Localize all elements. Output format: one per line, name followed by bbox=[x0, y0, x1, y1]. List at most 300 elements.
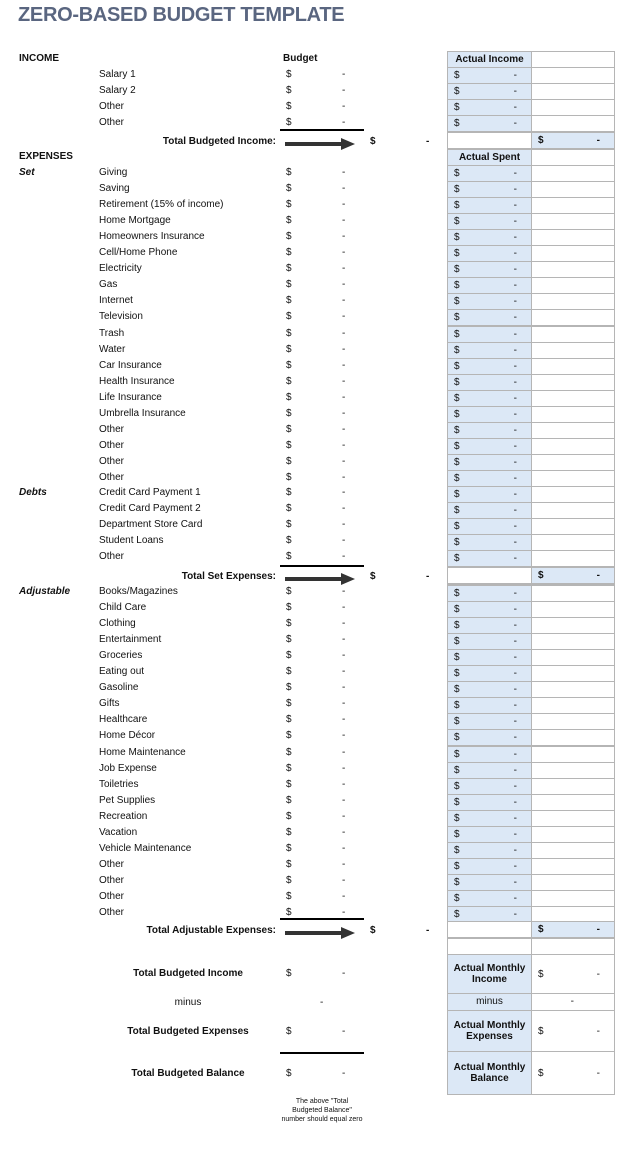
actual-monthly-income-value: - bbox=[596, 969, 600, 980]
income-row-currency: $ bbox=[286, 117, 292, 129]
set-row-label: Car Insurance bbox=[99, 359, 162, 371]
actual-spent-row-actual-currency: $ bbox=[454, 537, 460, 549]
actual-spent-row-notes-cell[interactable] bbox=[531, 165, 615, 182]
debt-row-currency: $ bbox=[286, 535, 292, 547]
actual-adjustable-row-actual-currency: $ bbox=[454, 732, 460, 744]
actual-income-total-currency: $ bbox=[538, 135, 544, 146]
budget-column-header: Budget bbox=[283, 53, 318, 64]
actual-adjustable-row-notes-cell[interactable] bbox=[531, 681, 615, 698]
actual-spent-row-actual-currency: $ bbox=[454, 328, 460, 340]
actual-adjustable-row-actual-cell[interactable] bbox=[447, 681, 532, 698]
adjustable-row-value[interactable]: - bbox=[342, 907, 346, 918]
set-row-value[interactable]: - bbox=[342, 183, 346, 195]
adjustable-row-label: Groceries bbox=[99, 650, 143, 662]
income-row-value[interactable]: - bbox=[342, 117, 346, 129]
actual-spent-row-actual-cell[interactable] bbox=[447, 293, 532, 310]
actual-spent-row-actual-currency: $ bbox=[454, 200, 460, 212]
actual-adjustable-row-actual-cell[interactable] bbox=[447, 585, 532, 602]
actual-spent-row-actual-cell[interactable] bbox=[447, 342, 532, 359]
actual-adjustable-row-actual-value: - bbox=[513, 620, 517, 632]
actual-spent-row-actual-currency: $ bbox=[454, 376, 460, 388]
debt-row-value[interactable]: - bbox=[342, 503, 346, 515]
debts-group-label: Debts bbox=[19, 487, 47, 498]
actual-adjustable-total-value: - bbox=[596, 924, 600, 935]
income-row-value[interactable]: - bbox=[342, 69, 346, 80]
actual-spent-row-actual-currency: $ bbox=[454, 248, 460, 260]
actual-minus-value-cell bbox=[531, 993, 615, 1011]
actual-adjustable-row-notes-cell[interactable] bbox=[531, 649, 615, 666]
set-row-value[interactable]: - bbox=[342, 407, 346, 419]
income-row-label: Salary 2 bbox=[99, 85, 136, 97]
actual-adjustable-row-actual-cell[interactable] bbox=[447, 746, 532, 763]
adjustable-row-value[interactable]: - bbox=[342, 810, 346, 822]
actual-spent-row-actual-currency: $ bbox=[454, 489, 460, 500]
adjustable-row-label: Home Maintenance bbox=[99, 746, 186, 758]
actual-income-row-actual-currency: $ bbox=[454, 118, 460, 130]
adjustable-row-value[interactable]: - bbox=[342, 682, 346, 694]
adjustable-row-value[interactable]: - bbox=[342, 698, 346, 710]
actual-adjustable-row-actual-cell[interactable] bbox=[447, 617, 532, 634]
set-total-currency: $ bbox=[370, 571, 376, 582]
set-row-label: Internet bbox=[99, 295, 133, 307]
actual-adjustable-row-actual-currency: $ bbox=[454, 716, 460, 728]
actual-adjustable-row-actual-cell[interactable] bbox=[447, 858, 532, 875]
total-budgeted-income-label: Total Budgeted Income: bbox=[162, 136, 276, 147]
actual-spent-row-actual-value: - bbox=[513, 216, 517, 228]
actual-spent-row-actual-value: - bbox=[513, 376, 517, 388]
actual-adjustable-row-actual-currency: $ bbox=[454, 844, 460, 856]
set-row-value[interactable]: - bbox=[342, 247, 346, 259]
income-total-arrow-icon bbox=[285, 138, 355, 150]
actual-adjustable-row-actual-value: - bbox=[513, 844, 517, 856]
summary-balance-currency: $ bbox=[286, 1068, 292, 1079]
set-row-label: Other bbox=[99, 471, 125, 483]
actual-spent-row-notes-cell[interactable] bbox=[531, 470, 615, 487]
actual-adjustable-row-notes-cell[interactable] bbox=[531, 601, 615, 618]
set-row-value[interactable]: - bbox=[342, 199, 346, 211]
actual-spent-row-notes-cell[interactable] bbox=[531, 502, 615, 519]
actual-spent-row-actual-value: - bbox=[513, 489, 517, 500]
adjustable-row-currency: $ bbox=[286, 666, 292, 678]
adjustable-row-label: Vehicle Maintenance bbox=[99, 842, 192, 854]
actual-spent-row-notes-cell[interactable] bbox=[531, 229, 615, 246]
adjustable-row-label: Other bbox=[99, 907, 125, 918]
actual-spent-row-actual-cell[interactable] bbox=[447, 358, 532, 375]
set-row-value[interactable]: - bbox=[342, 295, 346, 307]
actual-set-total-currency: $ bbox=[538, 570, 544, 581]
actual-spent-row-notes-cell[interactable] bbox=[531, 245, 615, 262]
set-row-label: Homeowners Insurance bbox=[99, 231, 205, 243]
actual-income-row-actual-cell[interactable] bbox=[447, 99, 532, 116]
actual-adjustable-row-notes-cell[interactable] bbox=[531, 762, 615, 779]
adjustable-row-value[interactable]: - bbox=[342, 714, 346, 726]
set-row-label: Life Insurance bbox=[99, 391, 162, 403]
adjustable-row-value[interactable]: - bbox=[342, 842, 346, 854]
actual-spent-row-actual-cell[interactable] bbox=[447, 470, 532, 487]
actual-spent-row-notes-cell[interactable] bbox=[531, 390, 615, 407]
actual-spent-row-notes-cell[interactable] bbox=[531, 261, 615, 278]
set-row-currency: $ bbox=[286, 439, 292, 451]
adjustable-row-currency: $ bbox=[286, 762, 292, 774]
actual-spent-row-actual-cell[interactable] bbox=[447, 486, 532, 503]
actual-spent-row-notes-cell[interactable] bbox=[531, 181, 615, 198]
actual-income-row-notes-cell[interactable] bbox=[531, 99, 615, 116]
set-row-value[interactable]: - bbox=[342, 391, 346, 403]
actual-adjustable-row-notes-cell[interactable] bbox=[531, 713, 615, 730]
actual-spent-row-notes-cell[interactable] bbox=[531, 454, 615, 471]
actual-adjustable-row-notes-cell[interactable] bbox=[531, 858, 615, 875]
actual-adjustable-row-notes-cell[interactable] bbox=[531, 746, 615, 763]
actual-adjustable-row-actual-currency: $ bbox=[454, 684, 460, 696]
actual-spent-header-blank bbox=[531, 149, 615, 166]
actual-spent-row-actual-cell[interactable] bbox=[447, 213, 532, 230]
actual-spent-row-actual-currency: $ bbox=[454, 553, 460, 565]
actual-adjustable-row-actual-cell[interactable] bbox=[447, 762, 532, 779]
adjustable-row-value[interactable]: - bbox=[342, 874, 346, 886]
adjustable-row-currency: $ bbox=[286, 586, 292, 597]
income-row-value[interactable]: - bbox=[342, 101, 346, 113]
adjustable-row-currency: $ bbox=[286, 714, 292, 726]
adjustable-row-currency: $ bbox=[286, 794, 292, 806]
actual-spent-row-actual-value: - bbox=[513, 184, 517, 196]
set-row-currency: $ bbox=[286, 279, 292, 291]
total-adjustable-expenses-label: Total Adjustable Expenses: bbox=[146, 925, 276, 936]
income-row-currency: $ bbox=[286, 69, 292, 80]
adjustable-row-value[interactable]: - bbox=[342, 618, 346, 630]
adjustable-row-label: Job Expense bbox=[99, 762, 157, 774]
adjustable-row-label: Entertainment bbox=[99, 634, 162, 646]
actual-income-row-notes-cell[interactable] bbox=[531, 67, 615, 84]
actual-spent-row-notes-cell[interactable] bbox=[531, 486, 615, 503]
actual-spent-row-actual-cell[interactable] bbox=[447, 406, 532, 423]
actual-spent-row-actual-value: - bbox=[513, 553, 517, 565]
debt-row-value[interactable]: - bbox=[342, 551, 346, 563]
actual-adjustable-row-actual-cell[interactable] bbox=[447, 697, 532, 714]
actual-spent-row-actual-cell[interactable] bbox=[447, 534, 532, 551]
actual-spent-row-actual-cell[interactable] bbox=[447, 374, 532, 391]
actual-adjustable-row-notes-cell[interactable] bbox=[531, 778, 615, 795]
adjustable-row-value[interactable]: - bbox=[342, 826, 346, 838]
adjustable-row-currency: $ bbox=[286, 618, 292, 630]
actual-adjustable-row-notes-cell[interactable] bbox=[531, 729, 615, 746]
actual-spent-row-actual-cell[interactable] bbox=[447, 181, 532, 198]
actual-spent-row-actual-value: - bbox=[513, 312, 517, 324]
actual-spent-row-actual-cell[interactable] bbox=[447, 229, 532, 246]
actual-adjustable-row-notes-cell[interactable] bbox=[531, 794, 615, 811]
set-row-currency: $ bbox=[286, 423, 292, 435]
adjustable-row-label: Eating out bbox=[99, 666, 145, 678]
actual-spent-row-actual-currency: $ bbox=[454, 440, 460, 452]
adjustable-total-rule bbox=[280, 918, 364, 920]
actual-spent-row-actual-value: - bbox=[513, 360, 517, 372]
actual-spent-row-actual-cell[interactable] bbox=[447, 422, 532, 439]
actual-adjustable-row-actual-cell[interactable] bbox=[447, 713, 532, 730]
actual-spent-row-actual-currency: $ bbox=[454, 168, 460, 179]
actual-adjustable-total-currency: $ bbox=[538, 924, 544, 935]
actual-spent-row-actual-cell[interactable] bbox=[447, 454, 532, 471]
balance-note: The above "Total Budgeted Balance" number should equal zero bbox=[281, 1098, 363, 1123]
set-row-value[interactable]: - bbox=[342, 231, 346, 243]
adjustable-row-currency: $ bbox=[286, 907, 292, 918]
set-row-value[interactable]: - bbox=[342, 263, 346, 275]
debt-row-value[interactable]: - bbox=[342, 519, 346, 531]
actual-adjustable-row-actual-currency: $ bbox=[454, 828, 460, 840]
income-row-label: Salary 1 bbox=[99, 69, 136, 80]
actual-adjustable-row-actual-currency: $ bbox=[454, 668, 460, 680]
actual-adjustable-row-actual-cell[interactable] bbox=[447, 874, 532, 891]
set-row-value[interactable]: - bbox=[342, 167, 346, 178]
debt-row-label: Credit Card Payment 1 bbox=[99, 487, 201, 498]
actual-spent-row-actual-cell[interactable] bbox=[447, 438, 532, 455]
set-row-value[interactable]: - bbox=[342, 375, 346, 387]
actual-adjustable-row-actual-cell[interactable] bbox=[447, 810, 532, 827]
debt-row-currency: $ bbox=[286, 503, 292, 515]
actual-spent-row-actual-currency: $ bbox=[454, 472, 460, 484]
actual-spent-header-text: Actual Spent bbox=[458, 152, 521, 163]
set-row-currency: $ bbox=[286, 247, 292, 259]
set-row-label: Umbrella Insurance bbox=[99, 407, 186, 419]
income-row-label: Other bbox=[99, 117, 125, 129]
actual-adjustable-row-actual-value: - bbox=[513, 668, 517, 680]
actual-monthly-balance-currency: $ bbox=[538, 1068, 544, 1079]
set-row-value[interactable]: - bbox=[342, 359, 346, 371]
set-row-value[interactable]: - bbox=[342, 439, 346, 451]
actual-spent-row-notes-cell[interactable] bbox=[531, 438, 615, 455]
actual-income-row-actual-currency: $ bbox=[454, 102, 460, 114]
adjustable-row-currency: $ bbox=[286, 650, 292, 662]
actual-spent-row-actual-value: - bbox=[513, 328, 517, 340]
actual-spent-row-notes-cell[interactable] bbox=[531, 518, 615, 535]
actual-income-row-actual-cell[interactable] bbox=[447, 115, 532, 132]
set-row-value[interactable]: - bbox=[342, 455, 346, 467]
actual-income-row-actual-cell[interactable] bbox=[447, 83, 532, 100]
actual-income-row-actual-value: - bbox=[513, 70, 517, 81]
actual-adjustable-row-actual-value: - bbox=[513, 876, 517, 888]
actual-adjustable-row-actual-value: - bbox=[513, 909, 517, 920]
actual-monthly-expenses-value-cell bbox=[531, 1010, 615, 1052]
adjustable-row-label: Other bbox=[99, 890, 125, 902]
set-row-value[interactable]: - bbox=[342, 471, 346, 483]
adjustable-row-value[interactable]: - bbox=[342, 586, 346, 597]
income-total-currency: $ bbox=[370, 136, 376, 147]
actual-spent-row-actual-value: - bbox=[513, 440, 517, 452]
actual-adjustable-row-notes-cell[interactable] bbox=[531, 890, 615, 907]
debt-row-value[interactable]: - bbox=[342, 487, 346, 498]
adjustable-row-currency: $ bbox=[286, 602, 292, 614]
set-row-label: Retirement (15% of income) bbox=[99, 199, 224, 211]
actual-adjustable-row-actual-cell[interactable] bbox=[447, 890, 532, 907]
actual-income-row-notes-cell[interactable] bbox=[531, 83, 615, 100]
set-row-currency: $ bbox=[286, 343, 292, 355]
actual-spent-row-actual-cell[interactable] bbox=[447, 245, 532, 262]
set-total-value: - bbox=[426, 571, 430, 582]
expenses-section-header: EXPENSES bbox=[19, 151, 73, 162]
actual-spent-row-actual-currency: $ bbox=[454, 521, 460, 533]
actual-spent-row-notes-cell[interactable] bbox=[531, 342, 615, 359]
adjustable-row-value[interactable]: - bbox=[342, 730, 346, 742]
actual-spent-row-notes-cell[interactable] bbox=[531, 213, 615, 230]
set-row-currency: $ bbox=[286, 215, 292, 227]
actual-set-total-value: - bbox=[596, 570, 600, 581]
adjustable-row-value[interactable]: - bbox=[342, 858, 346, 870]
actual-adjustable-row-actual-currency: $ bbox=[454, 876, 460, 888]
actual-spent-row-actual-cell[interactable] bbox=[447, 261, 532, 278]
set-row-currency: $ bbox=[286, 311, 292, 323]
actual-income-row-notes-cell[interactable] bbox=[531, 115, 615, 132]
actual-spent-row-actual-cell[interactable] bbox=[447, 550, 532, 567]
set-row-value[interactable]: - bbox=[342, 423, 346, 435]
actual-adjustable-row-actual-cell[interactable] bbox=[447, 826, 532, 843]
actual-income-header-blank bbox=[531, 51, 615, 68]
actual-spent-row-notes-cell[interactable] bbox=[531, 422, 615, 439]
actual-spent-row-actual-currency: $ bbox=[454, 232, 460, 244]
set-row-currency: $ bbox=[286, 471, 292, 483]
debt-row-label: Credit Card Payment 2 bbox=[99, 503, 201, 515]
actual-spent-row-notes-cell[interactable] bbox=[531, 277, 615, 294]
actual-adjustable-row-notes-cell[interactable] bbox=[531, 617, 615, 634]
total-set-expenses-label: Total Set Expenses: bbox=[181, 571, 276, 582]
actual-spent-row-notes-cell[interactable] bbox=[531, 197, 615, 214]
actual-adjustable-row-actual-cell[interactable] bbox=[447, 842, 532, 859]
actual-adjustable-row-actual-cell[interactable] bbox=[447, 729, 532, 746]
set-row-currency: $ bbox=[286, 295, 292, 307]
actual-spent-row-actual-cell[interactable] bbox=[447, 277, 532, 294]
actual-spent-row-notes-cell[interactable] bbox=[531, 309, 615, 326]
summary-income-currency: $ bbox=[286, 968, 292, 979]
adjustable-row-label: Recreation bbox=[99, 810, 148, 822]
set-row-value[interactable]: - bbox=[342, 327, 346, 339]
actual-minus-label: minus bbox=[476, 996, 503, 1007]
actual-adjustable-row-actual-value: - bbox=[513, 684, 517, 696]
actual-adjustable-row-notes-cell[interactable] bbox=[531, 810, 615, 827]
actual-adjustable-row-notes-cell[interactable] bbox=[531, 697, 615, 714]
income-total-value: - bbox=[426, 136, 430, 147]
set-row-currency: $ bbox=[286, 327, 292, 339]
actual-adjustable-row-actual-currency: $ bbox=[454, 748, 460, 760]
adjustable-total-arrow-icon bbox=[285, 927, 355, 939]
actual-adjustable-row-actual-value: - bbox=[513, 828, 517, 840]
adjustable-row-value[interactable]: - bbox=[342, 666, 346, 678]
summary-minus-value: - bbox=[320, 997, 324, 1008]
actual-adjustable-row-actual-cell[interactable] bbox=[447, 794, 532, 811]
adjustable-row-value[interactable]: - bbox=[342, 602, 346, 614]
actual-spent-row-notes-cell[interactable] bbox=[531, 293, 615, 310]
adjustable-row-value[interactable]: - bbox=[342, 890, 346, 902]
actual-income-total-value: - bbox=[596, 135, 600, 146]
adjustable-row-value[interactable]: - bbox=[342, 762, 346, 774]
income-row-label: Other bbox=[99, 101, 125, 113]
set-row-label: Home Mortgage bbox=[99, 215, 171, 227]
debt-row-label: Other bbox=[99, 551, 125, 563]
actual-adjustable-row-actual-cell[interactable] bbox=[447, 633, 532, 650]
actual-spent-row-actual-cell[interactable] bbox=[447, 165, 532, 182]
actual-spent-header bbox=[447, 149, 532, 166]
summary-spacer bbox=[447, 938, 532, 955]
actual-adjustable-row-actual-currency: $ bbox=[454, 588, 460, 599]
actual-spent-row-notes-cell[interactable] bbox=[531, 534, 615, 551]
summary-expenses-value: - bbox=[342, 1026, 346, 1037]
actual-spent-row-actual-cell[interactable] bbox=[447, 502, 532, 519]
adjustable-row-label: Child Care bbox=[99, 602, 147, 614]
summary-balance-rule bbox=[280, 1052, 364, 1054]
actual-spent-row-actual-value: - bbox=[513, 472, 517, 484]
debt-row-value[interactable]: - bbox=[342, 535, 346, 547]
actual-adjustable-row-notes-cell[interactable] bbox=[531, 826, 615, 843]
actual-adjustable-row-notes-cell[interactable] bbox=[531, 585, 615, 602]
actual-spent-row-notes-cell[interactable] bbox=[531, 326, 615, 343]
actual-adjustable-row-actual-value: - bbox=[513, 860, 517, 872]
adjustable-row-currency: $ bbox=[286, 778, 292, 790]
actual-income-row-actual-value: - bbox=[513, 86, 517, 98]
actual-spent-row-actual-cell[interactable] bbox=[447, 309, 532, 326]
actual-spent-row-actual-value: - bbox=[513, 296, 517, 308]
adjustable-row-value[interactable]: - bbox=[342, 794, 346, 806]
actual-spent-row-actual-cell[interactable] bbox=[447, 197, 532, 214]
adjustable-row-currency: $ bbox=[286, 842, 292, 854]
actual-spent-row-notes-cell[interactable] bbox=[531, 358, 615, 375]
set-row-value[interactable]: - bbox=[342, 343, 346, 355]
set-row-label: Trash bbox=[99, 327, 125, 339]
actual-adjustable-row-actual-value: - bbox=[513, 796, 517, 808]
adjustable-row-value[interactable]: - bbox=[342, 634, 346, 646]
actual-spent-row-actual-value: - bbox=[513, 505, 517, 517]
actual-minus-value: - bbox=[570, 996, 574, 1007]
income-row-value[interactable]: - bbox=[342, 85, 346, 97]
adjustable-row-currency: $ bbox=[286, 890, 292, 902]
actual-adjustable-row-actual-cell[interactable] bbox=[447, 601, 532, 618]
actual-adjustable-row-notes-cell[interactable] bbox=[531, 665, 615, 682]
actual-adjustable-row-actual-currency: $ bbox=[454, 909, 460, 920]
actual-income-row-actual-cell[interactable] bbox=[447, 67, 532, 84]
debt-row-label: Student Loans bbox=[99, 535, 164, 547]
set-row-label: Other bbox=[99, 439, 125, 451]
adjustable-row-currency: $ bbox=[286, 858, 292, 870]
actual-income-header-text: Actual Income bbox=[455, 54, 524, 65]
actual-spent-row-actual-currency: $ bbox=[454, 216, 460, 228]
actual-set-total-blank bbox=[447, 567, 532, 584]
summary-total-budgeted-expenses-label: Total Budgeted Expenses bbox=[127, 1026, 249, 1037]
summary-minus-label: minus bbox=[174, 997, 202, 1008]
set-row-value[interactable]: - bbox=[342, 279, 346, 291]
actual-adjustable-row-notes-cell[interactable] bbox=[531, 874, 615, 891]
adjustable-row-value[interactable]: - bbox=[342, 746, 346, 758]
actual-adjustable-row-actual-cell[interactable] bbox=[447, 649, 532, 666]
income-row-currency: $ bbox=[286, 101, 292, 113]
adjustable-row-value[interactable]: - bbox=[342, 650, 346, 662]
actual-spent-row-actual-cell[interactable] bbox=[447, 326, 532, 343]
actual-adjustable-row-actual-cell[interactable] bbox=[447, 778, 532, 795]
set-row-value[interactable]: - bbox=[342, 311, 346, 323]
actual-spent-row-actual-value: - bbox=[513, 537, 517, 549]
actual-spent-row-actual-cell[interactable] bbox=[447, 518, 532, 535]
adjustable-row-value[interactable]: - bbox=[342, 778, 346, 790]
adjustable-row-label: Books/Magazines bbox=[99, 586, 178, 597]
actual-spent-row-notes-cell[interactable] bbox=[531, 550, 615, 567]
actual-spent-row-notes-cell[interactable] bbox=[531, 374, 615, 391]
actual-spent-row-actual-currency: $ bbox=[454, 184, 460, 196]
actual-adjustable-row-actual-cell[interactable] bbox=[447, 665, 532, 682]
actual-spent-row-actual-cell[interactable] bbox=[447, 390, 532, 407]
set-row-value[interactable]: - bbox=[342, 215, 346, 227]
actual-adjustable-row-notes-cell[interactable] bbox=[531, 633, 615, 650]
actual-spent-row-actual-value: - bbox=[513, 456, 517, 468]
actual-adjustable-row-actual-currency: $ bbox=[454, 764, 460, 776]
actual-adjustable-row-actual-value: - bbox=[513, 636, 517, 648]
actual-minus-cell bbox=[447, 993, 532, 1011]
actual-monthly-expenses-label-cell bbox=[447, 1010, 532, 1052]
actual-spent-row-notes-cell[interactable] bbox=[531, 406, 615, 423]
actual-adjustable-row-notes-cell[interactable] bbox=[531, 842, 615, 859]
